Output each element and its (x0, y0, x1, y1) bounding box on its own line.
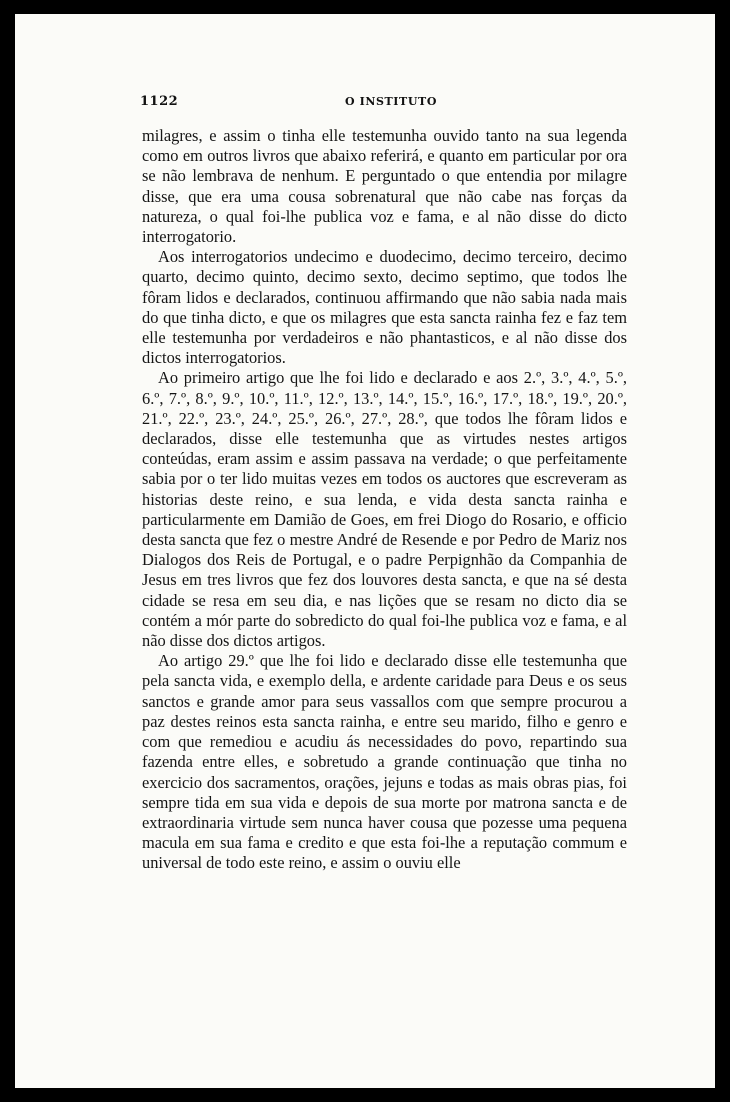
page-header (140, 94, 642, 114)
paragraph-artigo-29: Ao artigo 29.º que lhe foi lido e declarado disse elle testemunha que pela sancta vida, e exemplo della, e ardente caridade para Deus e os seus sanctos e grande amor para seus vassallos com que sempre procurou a paz destes reinos esta sancta rainha, e entre seu marido, filho e genro e com que remediou e acudiu ás necessidades do povo, repartindo sua fazenda entre elles, e sobretudo a grande continuação que tinha no exercicio dos sacramentos, orações, jejuns e todas as mais obras pias, foi sempre tida em sua vida e depois de sua morte por matrona sancta e de extraordinaria virtude sem nunca haver cousa que pozesse uma pequena macula em sua fama e credito e que esta foi-lhe a reputação commum e universal de todo este reino, e assim o ouviu elle (142, 651, 627, 873)
running-title: O INSTITUTO (344, 95, 438, 108)
paragraph-primeiro-artigo: Ao primeiro artigo que lhe foi lido e declarado e aos 2.º, 3.º, 4.º, 5.º, 6.º, 7.º, 8.º, 9.º, 10.º, 11.º, 12.º, 13.º, 14.º, 15.º, 16.º, 17.º, 18.º, 19.º, 20.º, 21.º, 22.º, 23.º, 24.º, 25.º, 26.º, 27.º, 28.º, que todos lhe fôram lidos e declarados, disse elle testemunha que as virtudes nestes artigos conteúdas, eram assim e assim passava na verdade; o que perfeitamente sabia por o ter lido muitas vezes em todos os auctores que escreveram as historias deste reino, e sua lenda, e vida desta sancta rainha e particularmente em Damião de Goes, em frei Diogo do Rosario, e officio desta sancta que fez o mestre André de Resende e por Pedro de Mariz nos Dialogos dos Reis de Portugal, e o padre Perpignhão da Companhia de Jesus em tres livros que fez dos louvores desta sancta, e que na sé desta cidade se resa em seu dia, e nas lições que se resam no dicto dia se contém a mór parte do sobredicto do qual foi-lhe publica voz e fama, e al não disse dos dictos artigos. (142, 368, 627, 651)
paragraph-continuation: milagres, e assim o tinha elle testemunha ouvido tanto na sua legenda como em outros livros que abaixo referirá, e quanto em particular por ora se não lembrava de nenhum. E perguntado o que entendia por milagre disse, que era uma cousa sobrenatural que não cabe nas forças da natureza, o qual foi-lhe publica voz e fama, e al não disse do dicto interrogatorio. (142, 126, 627, 247)
paragraph-interrogatorios: Aos interrogatorios undecimo e duodecimo, decimo terceiro, decimo quarto, decimo quinto, decimo sexto, decimo septimo, que todos lhe fôram lidos e declarados, continuou affirmando que não sabia nada mais do que tinha dicto, e que os milagres que esta sancta rainha fez e faz tem elle testemunha por verdadeiros e não phantasticos, e al não disse dos dictos interrogatorios. (142, 247, 627, 368)
body-text (142, 126, 627, 874)
page-number: 1122 (140, 94, 179, 109)
